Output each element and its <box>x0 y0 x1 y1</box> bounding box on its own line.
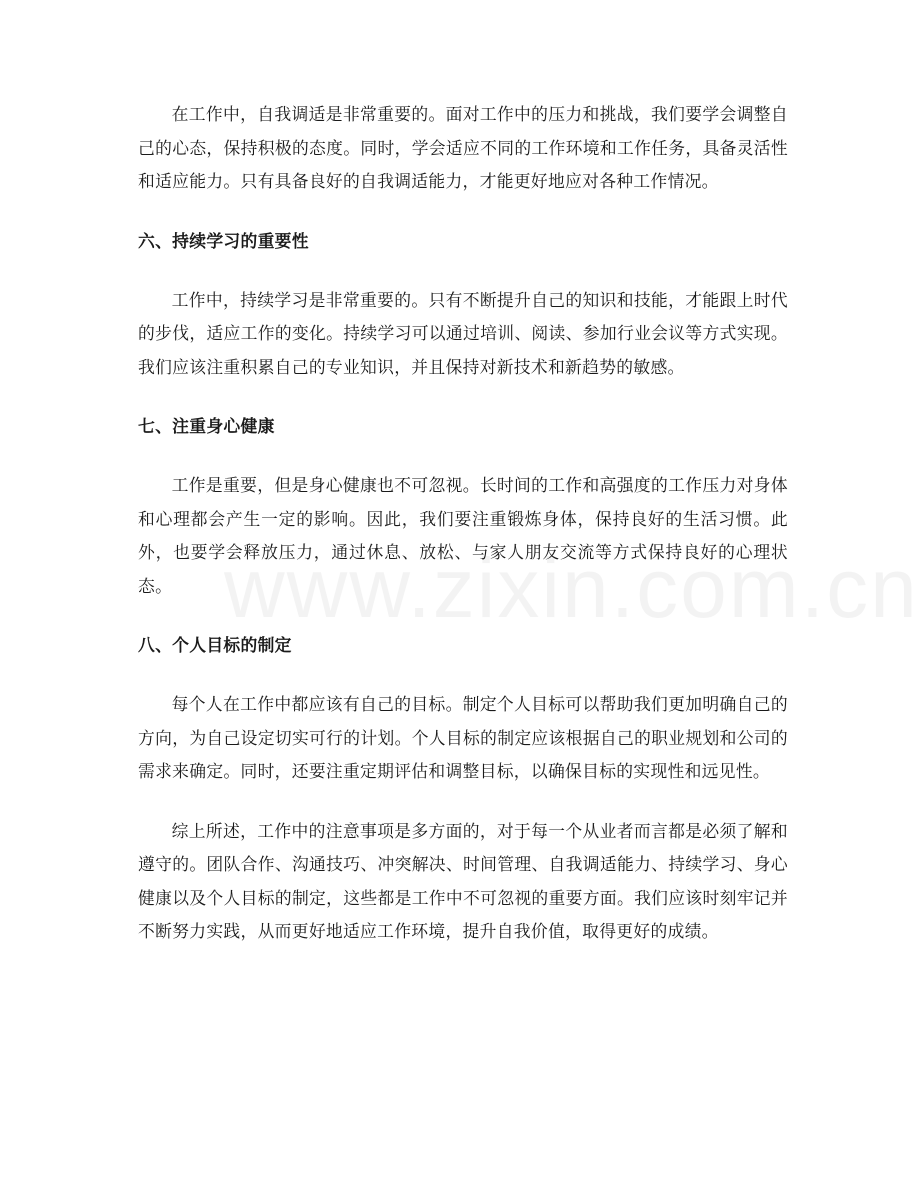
document-body <box>138 98 788 975</box>
section-heading-personal-goals: 八、个人目标的制定 <box>138 635 292 655</box>
paragraph-continuous-learning: 工作中，持续学习是非常重要的。只有不断提升自己的知识和技能，才能跟上时代的步伐，适应工作的变化。持续学习可以通过培训、阅读、参加行业会议等方式实现。我们应该注重积累自己的专业知识，并且保持对新技术和新趋势的敏感。 <box>138 289 788 377</box>
paragraph-health: 工作是重要，但是身心健康也不可忽视。长时间的工作和高强度的工作压力对身体和心理都会产生一定的影响。因此，我们要注重锻炼身体，保持良好的生活习惯。此外，也要学会释放压力，通过休息、放松、与家人朋友交流等方式保持良好的心理状态。 <box>138 475 788 596</box>
paragraph-self-adjustment: 在工作中，自我调适是非常重要的。面对工作中的压力和挑战，我们要学会调整自己的心态，保持积极的态度。同时，学会适应不同的工作环境和工作任务，具备灵活性和适应能力。只有具备良好的自我调适能力，才能更好地应对各种工作情况。 <box>138 104 788 191</box>
paragraph-personal-goals: 每个人在工作中都应该有自己的目标。制定个人目标可以帮助我们更加明确自己的方向，为自己设定切实可行的计划。个人目标的制定应该根据自己的职业规划和公司的需求来确定。同时，还要注重定期评估和调整目标，以确保目标的实现性和远见性。 <box>138 694 788 781</box>
section-heading-continuous-learning: 六、持续学习的重要性 <box>138 230 309 251</box>
paragraph-conclusion: 综上所述，工作中的注意事项是多方面的，对于每一个从业者而言都是必须了解和遵守的。团队合作、沟通技巧、冲突解决、时间管理、自我调适能力、持续学习、身心健康以及个人目标的制定，这些都是工作中不可忽视的重要方面。我们应该时刻牢记并不断努力实践，从而更好地适应工作环境，提升自我价值，取得更好的成绩。 <box>138 820 788 941</box>
section-heading-health: 七、注重身心健康 <box>138 416 275 436</box>
